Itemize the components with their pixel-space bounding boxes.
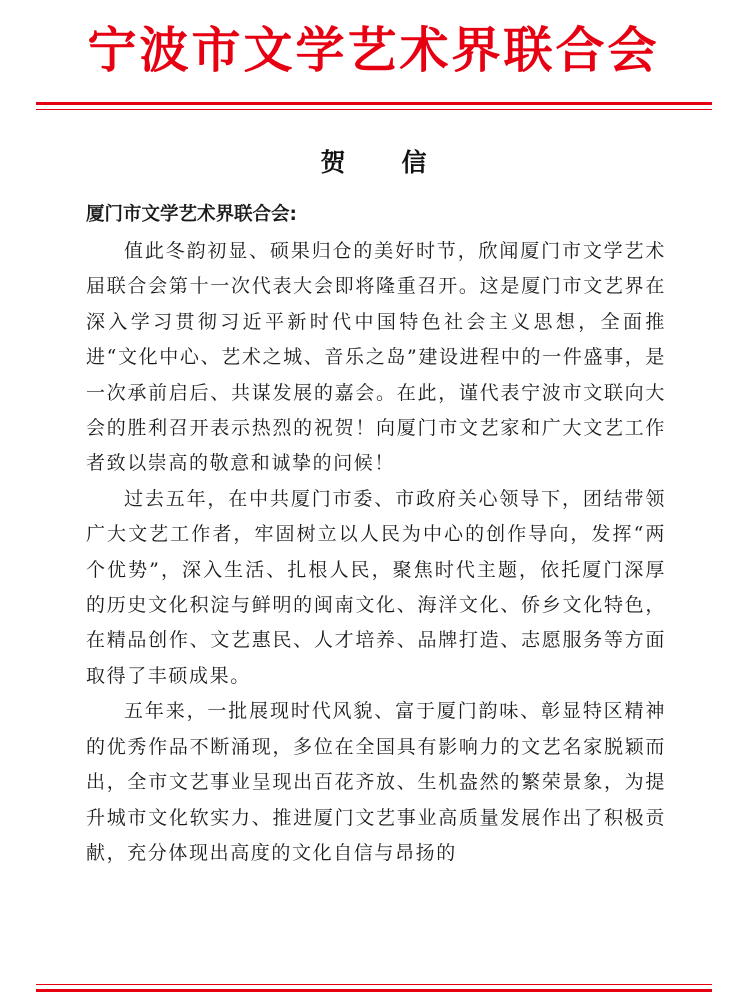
paragraph-2: 过去五年，在中共厦门市委、市政府关心领导下，团结带领广大文艺工作者，牢固树立以人民为中心的创作导向，发挥“两个优势”，深入生活、扎根人民，聚焦时代主题，依托厦门深厚的历史文化积淀与鲜明的闽南文化、海洋文化、侨乡文化特色，在精品创作、文艺惠民、人才培养、品牌打造、志愿服务等方面取得了丰硕成果。 (86, 487, 666, 687)
salutation: 厦门市文学艺术界联合会: (86, 204, 297, 225)
paragraph-1: 值此冬韵初显、硕果归仓的美好时节，欣闻厦门市文学艺术届联合会第十一次代表大会即将隆重召开。这是厦门市文艺界在深入学习贯彻习近平新时代中国特色社会主义思想，全面推进“文化中心、艺术之城、音乐之岛”建设进程中的一件盛事，是一次承前启后、共谋发展的嘉会。在此，谨代表宁波市文联向大会的胜利召开表示热烈的祝贺！向厦门市文艺家和广大文艺工作者致以崇高的敬意和诚挚的问候！ (86, 240, 666, 475)
paragraph-3: 五年来，一批展现时代风貌、富于厦门韵味、彰显特区精神的优秀作品不断涌现，多位在全国具有影响力的文艺名家脱颖而出，全市文艺事业呈现出百花齐放、生机盎然的繁荣景象，为提升城市文化软实力、推进厦门文艺事业高质量发展作出了积极贡献，充分体现出高度的文化自信与昂扬的 (86, 700, 666, 864)
letterhead-org-name: 宁波市文学艺术界联合会 (87, 21, 660, 79)
footer-rule-thick (36, 989, 712, 992)
footer-rule-thin (36, 984, 712, 985)
letterhead-rule-thin (36, 109, 712, 110)
letterhead-rule-thick (36, 102, 712, 105)
document-title-right: 信 (401, 148, 427, 177)
document-title (0, 143, 747, 179)
document-title-left: 贺 (320, 148, 346, 177)
letter-body (86, 198, 666, 871)
